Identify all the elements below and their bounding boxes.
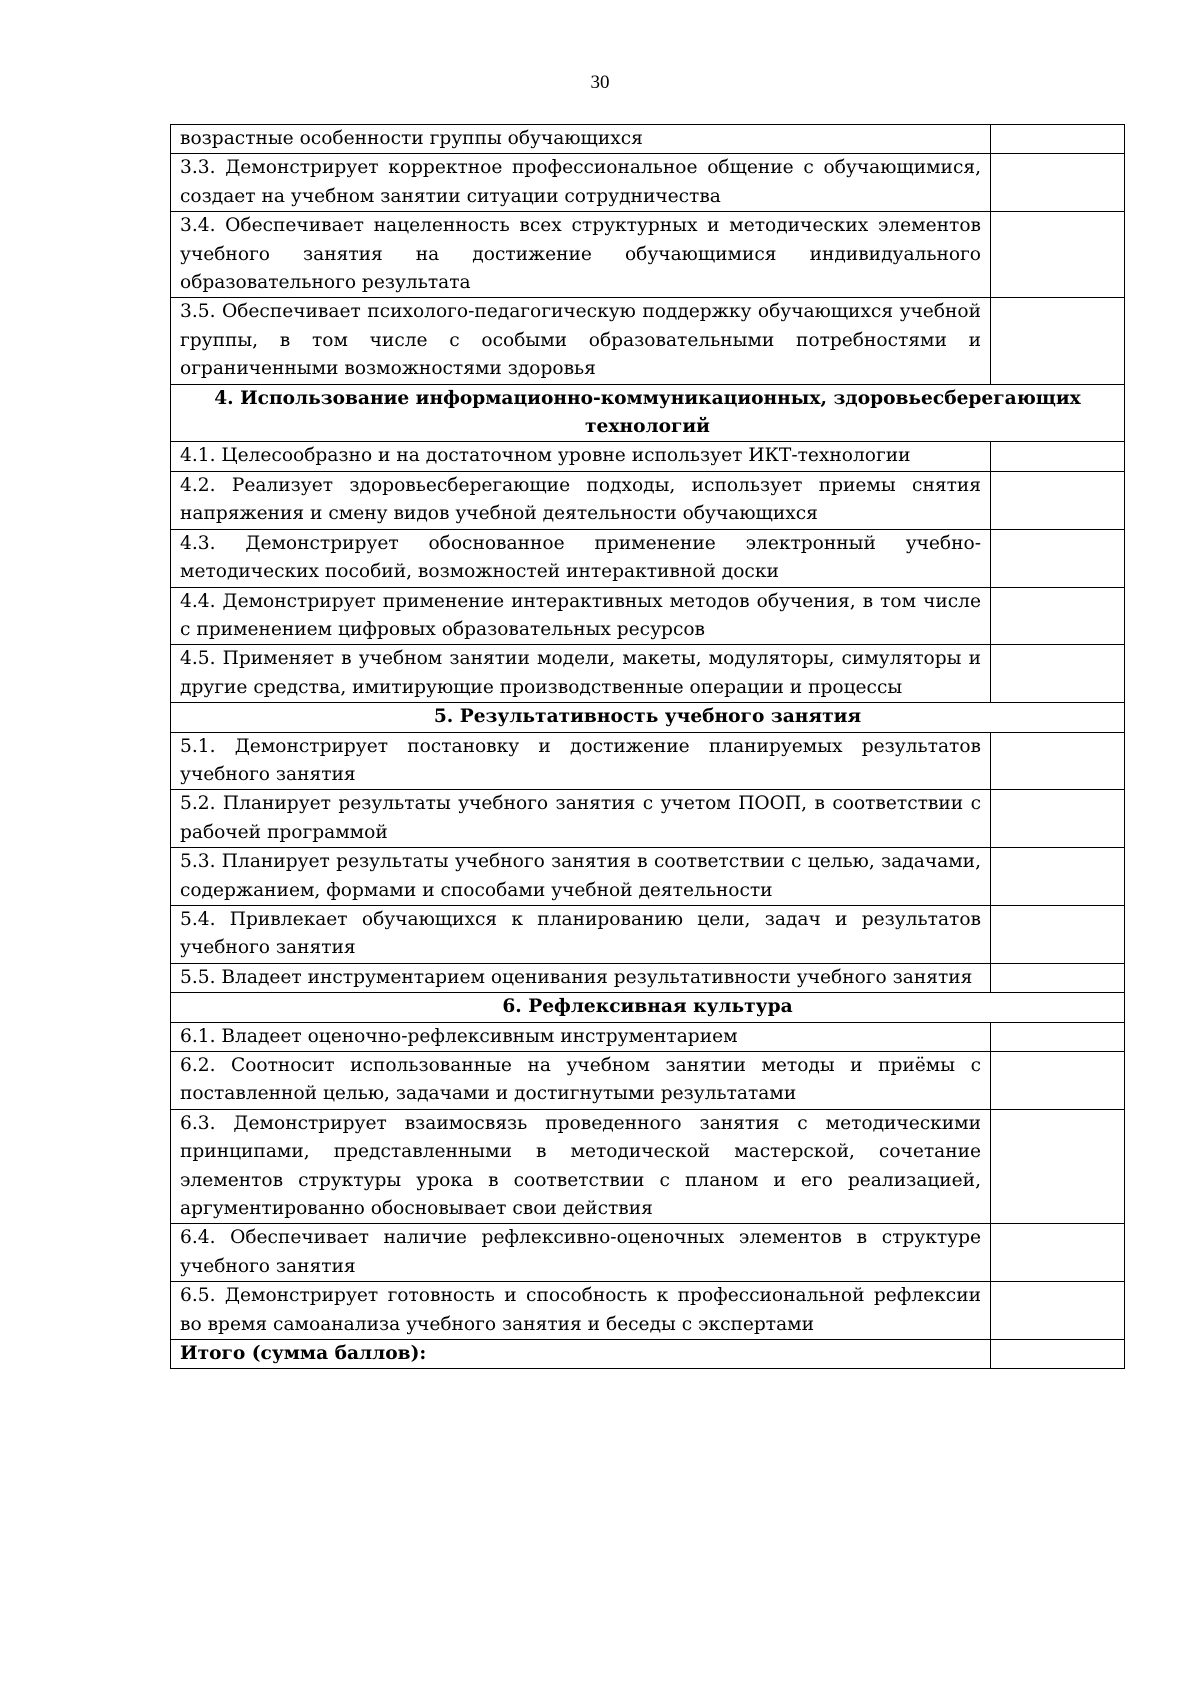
criteria-table-body bbox=[171, 125, 1125, 1369]
criterion-text: 6.5. Демонстрирует готовность и способность к профессиональной рефлексии во время самоанализа учебного занятия и беседы с экспертами bbox=[171, 1282, 991, 1340]
score-cell bbox=[991, 154, 1125, 212]
score-cell bbox=[991, 905, 1125, 963]
criterion-row bbox=[171, 442, 1125, 471]
criterion-text: 4.3. Демонстрирует обоснованное применение электронный учебно-методических пособий, возможностей интерактивной доски bbox=[171, 529, 991, 587]
section-header-row bbox=[171, 993, 1125, 1022]
section-header: 4. Использование информационно-коммуникационных, здоровьесберегающих технологий bbox=[171, 384, 1125, 442]
score-cell bbox=[991, 1282, 1125, 1340]
criterion-row bbox=[171, 1282, 1125, 1340]
page-number: 30 bbox=[590, 72, 610, 93]
criterion-row bbox=[171, 905, 1125, 963]
criterion-text: 5.3. Планирует результаты учебного занятия в соответствии с целью, задачами, содержанием, формами и способами учебной деятельности bbox=[171, 848, 991, 906]
section-header-row bbox=[171, 384, 1125, 442]
criterion-row bbox=[171, 848, 1125, 906]
criterion-row bbox=[171, 529, 1125, 587]
score-cell bbox=[991, 587, 1125, 645]
criterion-text: 3.3. Демонстрирует корректное профессиональное общение с обучающимися, создает на учебном занятии ситуации сотрудничества bbox=[171, 154, 991, 212]
score-cell bbox=[991, 1224, 1125, 1282]
criterion-row bbox=[171, 1224, 1125, 1282]
criterion-text: 5.4. Привлекает обучающихся к планированию цели, задач и результатов учебного занятия bbox=[171, 905, 991, 963]
criterion-text: 5.1. Демонстрирует постановку и достижение планируемых результатов учебного занятия bbox=[171, 732, 991, 790]
section-header: 5. Результативность учебного занятия bbox=[171, 703, 1125, 732]
criterion-text: 5.5. Владеет инструментарием оценивания результативности учебного занятия bbox=[171, 963, 991, 992]
criterion-text: 4.5. Применяет в учебном занятии модели, макеты, модуляторы, симуляторы и другие средства, имитирующие производственные операции и процессы bbox=[171, 645, 991, 703]
section-header: 6. Рефлексивная культура bbox=[171, 993, 1125, 1022]
score-cell bbox=[991, 848, 1125, 906]
criterion-row bbox=[171, 1022, 1125, 1051]
criterion-text: 5.2. Планирует результаты учебного занятия с учетом ПООП, в соответствии с рабочей программой bbox=[171, 790, 991, 848]
criterion-text: 6.4. Обеспечивает наличие рефлексивно-оценочных элементов в структуре учебного занятия bbox=[171, 1224, 991, 1282]
score-cell bbox=[991, 1052, 1125, 1110]
score-cell bbox=[991, 442, 1125, 471]
criterion-row bbox=[171, 1109, 1125, 1224]
score-cell bbox=[991, 125, 1125, 154]
score-cell bbox=[991, 298, 1125, 384]
criterion-row bbox=[171, 790, 1125, 848]
section-header-row bbox=[171, 703, 1125, 732]
score-cell bbox=[991, 732, 1125, 790]
criterion-row bbox=[171, 125, 1125, 154]
criterion-row bbox=[171, 212, 1125, 298]
score-cell bbox=[991, 790, 1125, 848]
evaluation-criteria-table bbox=[170, 124, 1125, 1369]
score-cell bbox=[991, 1109, 1125, 1224]
criterion-text: 4.4. Демонстрирует применение интерактивных методов обучения, в том числе с применением цифровых образовательных ресурсов bbox=[171, 587, 991, 645]
score-cell bbox=[991, 645, 1125, 703]
criterion-row bbox=[171, 471, 1125, 529]
criterion-row bbox=[171, 1052, 1125, 1110]
criterion-text: 6.1. Владеет оценочно-рефлексивным инструментарием bbox=[171, 1022, 991, 1051]
criterion-row bbox=[171, 645, 1125, 703]
score-cell bbox=[991, 529, 1125, 587]
criterion-row bbox=[171, 587, 1125, 645]
criterion-row bbox=[171, 298, 1125, 384]
score-cell bbox=[991, 1022, 1125, 1051]
criterion-text: 6.2. Соотносит использованные на учебном занятии методы и приёмы с поставленной целью, задачами и достигнутыми результатами bbox=[171, 1052, 991, 1110]
total-score-cell bbox=[991, 1340, 1125, 1369]
score-cell bbox=[991, 963, 1125, 992]
criterion-text: 3.4. Обеспечивает нацеленность всех структурных и методических элементов учебного занятия на достижение обучающимися индивидуального образовательного результата bbox=[171, 212, 991, 298]
criterion-text: 4.2. Реализует здоровьесберегающие подходы, использует приемы снятия напряжения и смену видов учебной деятельности обучающихся bbox=[171, 471, 991, 529]
criterion-text: возрастные особенности группы обучающихся bbox=[171, 125, 991, 154]
score-cell bbox=[991, 471, 1125, 529]
criterion-row bbox=[171, 963, 1125, 992]
criterion-text: 6.3. Демонстрирует взаимосвязь проведенного занятия с методическими принципами, представленными в методической мастерской, сочетание элементов структуры урока в соответствии с планом и его реализацией, аргументированно обосновывает свои действия bbox=[171, 1109, 991, 1224]
total-row bbox=[171, 1340, 1125, 1369]
criterion-row bbox=[171, 732, 1125, 790]
criterion-text: 3.5. Обеспечивает психолого-педагогическую поддержку обучающихся учебной группы, в том числе с особыми образовательными потребностями и ограниченными возможностями здоровья bbox=[171, 298, 991, 384]
criterion-row bbox=[171, 154, 1125, 212]
score-cell bbox=[991, 212, 1125, 298]
total-label: Итого (сумма баллов): bbox=[171, 1340, 991, 1369]
criterion-text: 4.1. Целесообразно и на достаточном уровне использует ИКТ-технологии bbox=[171, 442, 991, 471]
